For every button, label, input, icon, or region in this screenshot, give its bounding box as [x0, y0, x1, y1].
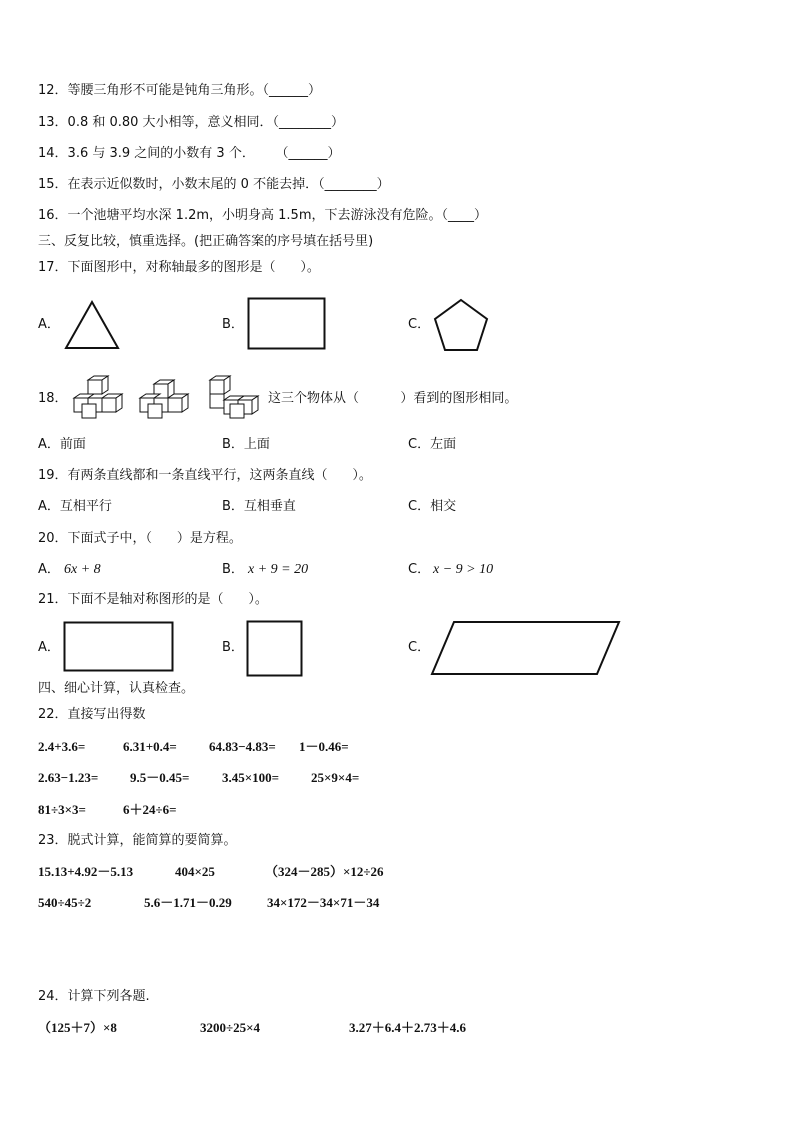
q20-option-c-label: C． [408, 562, 431, 577]
triangle-icon [64, 300, 120, 350]
q21-option-a-label: A． [38, 640, 60, 655]
question-14: 14．3.6 与 3.9 之间的小数有 3 个． （______） [38, 146, 341, 161]
question-15: 15．在表示近似数时，小数末尾的 0 不能去掉．（________） [38, 177, 390, 192]
pentagon-icon [432, 298, 490, 352]
question-24-stem: 24．计算下列各题. [38, 989, 150, 1004]
q22-item: 81÷3×3= [38, 802, 86, 817]
q17-option-c-label: C． [408, 317, 431, 332]
cube-figure-1-icon [70, 376, 128, 420]
q19-option-a: A．互相平行 [38, 499, 112, 514]
q20-option-a-label: A． [38, 562, 60, 577]
q17-option-b-label: B． [222, 317, 244, 332]
q19-option-c: C．相交 [408, 499, 457, 514]
q23-item: 15.13+4.92－5.13 [38, 864, 134, 879]
q22-item: 6＋24÷6= [123, 802, 177, 817]
q22-item: 64.83−4.83= [209, 739, 276, 754]
q24-item: 3.27＋6.4＋2.73＋4.6 [349, 1020, 467, 1035]
q23-item: 34×172－34×71－34 [267, 895, 380, 910]
question-19-stem: 19．有两条直线都和一条直线平行，这两条直线（ ）。 [38, 468, 372, 483]
question-17-stem: 17．下面图形中，对称轴最多的图形是（ ）。 [38, 260, 320, 275]
cube-figure-3-icon [206, 374, 268, 420]
q22-item: 9.5－0.45= [130, 770, 190, 785]
square-icon [246, 620, 304, 678]
q24-item: （125＋7）×8 [38, 1020, 117, 1035]
question-21-stem: 21．下面不是轴对称图形的是（ ）。 [38, 592, 268, 607]
q22-item: 6.31+0.4= [123, 739, 177, 754]
q23-item: 540÷45÷2 [38, 895, 92, 910]
q22-item: 2.4+3.6= [38, 739, 86, 754]
q24-item: 3200÷25×4 [200, 1020, 261, 1035]
q23-item: （324－285）×12÷26 [265, 864, 384, 879]
q17-option-a-label: A． [38, 317, 60, 332]
cube-figure-2-icon [138, 380, 196, 420]
q18-option-b: B．上面 [222, 437, 270, 452]
rectangle-icon [247, 297, 327, 351]
q20-option-b-label: B． [222, 562, 244, 577]
question-20-stem: 20．下面式子中，（ ）是方程。 [38, 531, 242, 546]
question-22-stem: 22．直接写出得数 [38, 707, 146, 722]
section-4-heading: 四、细心计算，认真检查。 [38, 681, 195, 696]
question-18-stem: 这三个物体从（ ）看到的图形相同。 [268, 391, 518, 406]
question-16: 16．一个池塘平均水深 1.2m，小明身高 1.5m，下去游泳没有危险。（____） [38, 208, 487, 223]
q23-item: 404×25 [175, 864, 215, 879]
section-3-heading: 三、反复比较，慎重选择。(把正确答案的序号填在括号里) [38, 234, 374, 249]
q20-option-c-expr: x − 9 > 10 [433, 562, 494, 577]
q18-option-a: A．前面 [38, 437, 86, 452]
q22-item: 3.45×100= [222, 770, 280, 785]
q22-item: 1－0.46= [299, 739, 349, 754]
parallelogram-icon [430, 619, 622, 677]
question-13: 13．0.8 和 0.80 大小相等，意义相同．（________） [38, 115, 345, 130]
q18-option-c: C．左面 [408, 437, 457, 452]
q20-option-a-expr: 6x + 8 [64, 562, 101, 577]
q21-option-c-label: C． [408, 640, 431, 655]
q21-rectangle-icon [63, 621, 175, 673]
q23-item: 5.6－1.71－0.29 [144, 895, 232, 910]
q19-option-b: B．互相垂直 [222, 499, 296, 514]
q21-option-b-label: B． [222, 640, 244, 655]
q20-option-b-expr: x + 9 = 20 [248, 562, 309, 577]
q22-item: 2.63−1.23= [38, 770, 99, 785]
question-18-number: 18． [38, 391, 68, 406]
q22-item: 25×9×4= [311, 770, 360, 785]
question-12: 12．等腰三角形不可能是钝角三角形。（______） [38, 83, 322, 98]
question-23-stem: 23．脱式计算，能简算的要简算。 [38, 833, 237, 848]
